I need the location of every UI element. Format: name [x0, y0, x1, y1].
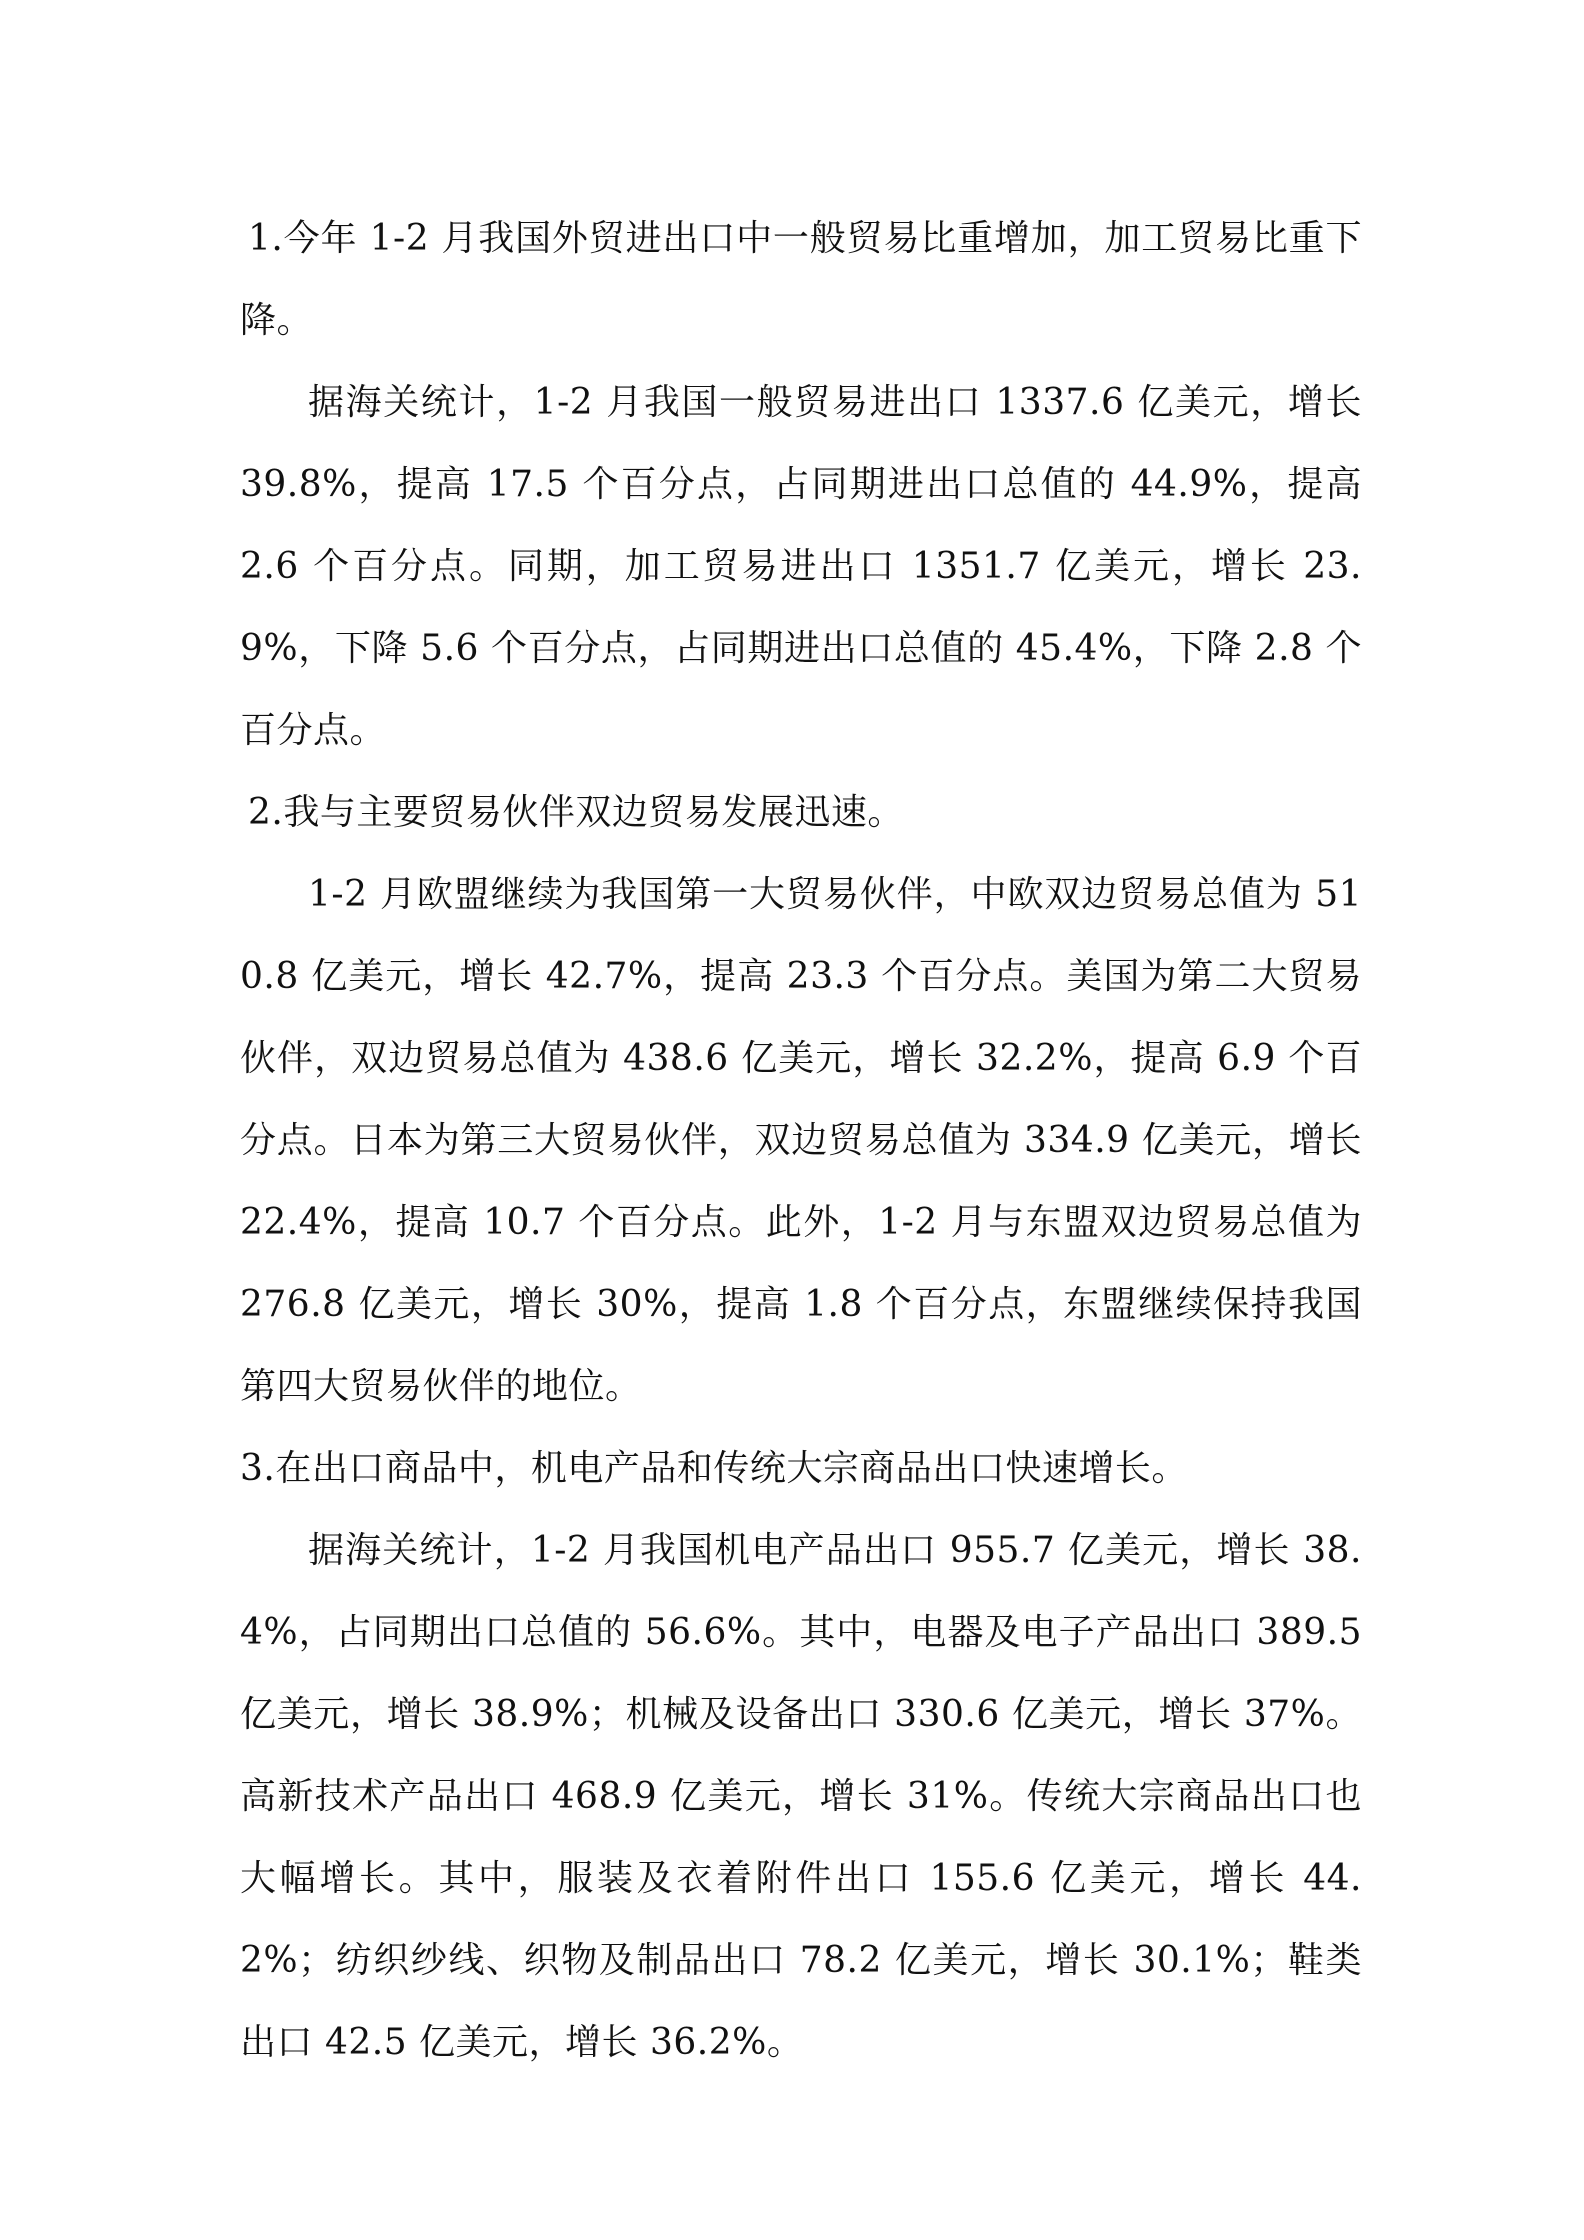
document-body — [240, 198, 1362, 2084]
section-1-paragraph: 据海关统计，1-2 月我国一般贸易进出口 1337.6 亿美元，增长 39.8%，提高 17.5 个百分点，占同期进出口总值的 44.9%，提高 2.6 个百分点。同期，加工贸易进出口 1351.7 亿美元，增长 23.9%，下降 5.6 个百分点，占同期进出口总值的 45.4%，下降 2.8 个百分点。 — [240, 382, 1362, 751]
section-3-heading: 3.在出口商品中，机电产品和传统大宗商品出口快速增长。 — [240, 1448, 1188, 1489]
section-1-heading: 1.今年 1-2 月我国外贸进出口中一般贸易比重增加，加工贸易比重下降。 — [240, 218, 1362, 341]
section-2-paragraph: 1-2 月欧盟继续为我国第一大贸易伙伴，中欧双边贸易总值为 510.8 亿美元，增长 42.7%，提高 23.3 个百分点。美国为第二大贸易伙伴，双边贸易总值为 438.6 亿美元，增长 32.2%，提高 6.9 个百分点。日本为第三大贸易伙伴，双边贸易总值为 334.9 亿美元，增长 22.4%，提高 10.7 个百分点。此外，1-2 月与东盟双边贸易总值为 276.8 亿美元，增长 30%，提高 1.8 个百分点，东盟继续保持我国第四大贸易伙伴的地位。 — [240, 874, 1362, 1407]
section-3-paragraph: 据海关统计，1-2 月我国机电产品出口 955.7 亿美元，增长 38.4%，占同期出口总值的 56.6%。其中，电器及电子产品出口 389.5 亿美元，增长 38.9%；机械及设备出口 330.6 亿美元，增长 37%。高新技术产品出口 468.9 亿美元，增长 31%。传统大宗商品出口也大幅增长。其中，服装及衣着附件出口 155.6 亿美元，增长 44.2%；纺织纱线、织物及制品出口 78.2 亿美元，增长 30.1%；鞋类出口 42.5 亿美元，增长 36.2%。 — [240, 1530, 1362, 2063]
section-2-heading: 2.我与主要贸易伙伴双边贸易发展迅速。 — [248, 792, 904, 833]
